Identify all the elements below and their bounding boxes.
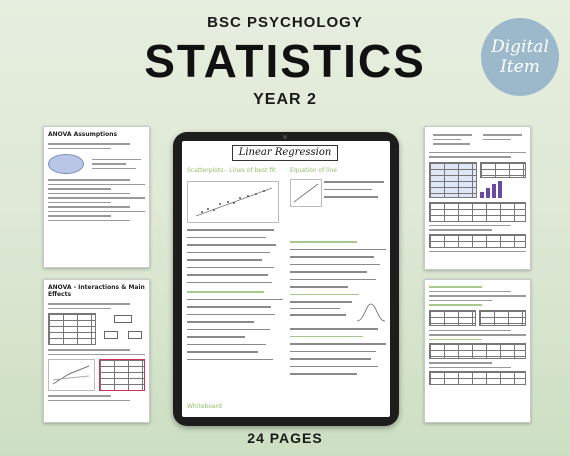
section-heading-line [290,241,357,243]
text-line [187,252,270,254]
digital-item-badge [481,18,559,96]
text-line [429,152,526,154]
text-line [290,366,378,368]
product-subtitle: BSC PSYCHOLOGY [207,14,363,31]
line-graph [48,359,95,391]
text-line [48,308,111,310]
text-line [429,300,492,302]
equation-text-block [324,181,384,198]
line-graph-figure [290,179,322,207]
section-heading-line [290,336,363,338]
text-line [92,163,126,165]
text-line [483,139,511,141]
results-table [99,359,146,391]
text-line [483,134,522,136]
data-table [429,343,526,359]
text-line [187,351,258,353]
text-line [290,256,374,258]
data-table [429,202,526,222]
text-line [187,259,262,261]
text-line [290,358,371,360]
text-line [429,367,511,369]
text-line [290,264,380,266]
text-line [48,354,145,356]
text-line [429,362,492,364]
data-table [429,234,526,248]
text-line [48,220,130,222]
product-title: STATISTICS [144,35,426,87]
text-line [290,308,340,310]
thumbnail-heading: ANOVA - Interactions & Main Effects [48,284,145,298]
text-line [324,196,378,198]
text-line [48,202,111,204]
text-line [290,286,348,288]
text-line [290,314,346,316]
text-line [429,295,526,297]
text-line [290,279,376,281]
text-line [187,336,245,338]
text-line [324,181,384,183]
text-line [48,400,130,402]
text-line [290,351,376,353]
text-line [187,299,283,301]
text-line [92,159,141,161]
text-line [187,306,271,308]
thumbnail-heading: ANOVA Assumptions [48,131,118,138]
section-heading-line [187,291,264,293]
tablet-screen [182,141,390,417]
text-line [290,343,386,345]
text-line [187,359,273,361]
text-line [48,148,111,150]
section-heading-line [290,294,359,296]
scatterplot-figure [187,181,279,223]
text-line [48,184,145,186]
badge-line-2: Item [500,57,540,77]
text-line [290,328,378,330]
text-line [433,134,472,136]
section-heading-equation: Equation of line [290,167,337,174]
text-line [48,193,130,195]
page-thumbnail-anova-interactions [43,279,150,423]
text-line [324,189,372,191]
text-line [92,168,136,170]
data-table [479,310,526,326]
tree-diagram [100,313,146,343]
text-line [433,143,470,145]
text-line [290,301,352,303]
page-count-label: 24 PAGES [247,430,323,446]
text-line [48,143,130,145]
page-thumbnail-right-top [424,126,531,270]
text-line [429,251,526,253]
section-heading-line [429,339,482,341]
text-line [48,349,130,351]
body-text-block-left-lower [187,291,283,366]
text-line [429,229,492,231]
text-line [48,303,130,305]
spss-table [429,162,477,198]
text-line [48,206,130,208]
body-text-block-right [290,241,386,381]
text-line [429,156,511,158]
text-line [433,139,461,141]
text-line [187,329,270,331]
diagram [48,153,145,175]
text-line [187,267,274,269]
data-table [429,371,526,385]
text-line [290,249,386,251]
text-line [429,225,511,227]
camera-icon [283,135,287,139]
text-line [187,282,272,284]
tablet-device [173,132,399,426]
text-line [187,229,274,231]
text-line [429,334,526,336]
text-line [290,271,367,273]
text-line [187,344,266,346]
text-line [187,244,276,246]
text-line [48,395,111,397]
section-heading-whiteboard: Whiteboard [187,403,222,410]
text-line [48,215,111,217]
text-line [187,321,254,323]
year-label: YEAR 2 [253,91,317,108]
text-line [187,274,268,276]
text-line [48,211,145,213]
page-thumbnail-anova-assumptions [43,126,150,268]
section-heading-line [429,304,482,306]
text-line [48,197,145,199]
text-line [48,179,130,181]
badge-line-1: Digital [491,37,549,57]
text-line [429,330,511,332]
text-line [48,188,111,190]
venn-diagram [48,154,84,174]
section-heading-line [429,286,482,288]
normal-distribution-figure [356,301,386,323]
text-line [290,373,357,375]
text-line [187,237,266,239]
bar-graph [480,180,526,198]
text-line [187,314,275,316]
page-title: Linear Regression [232,145,338,161]
text-line [429,291,511,293]
page-thumbnail-right-bottom [424,279,531,423]
data-table [48,313,96,345]
data-table [480,162,526,178]
section-heading-scatterplots: Scatterplots - Lines of best fit [187,167,276,174]
data-table [429,310,476,326]
